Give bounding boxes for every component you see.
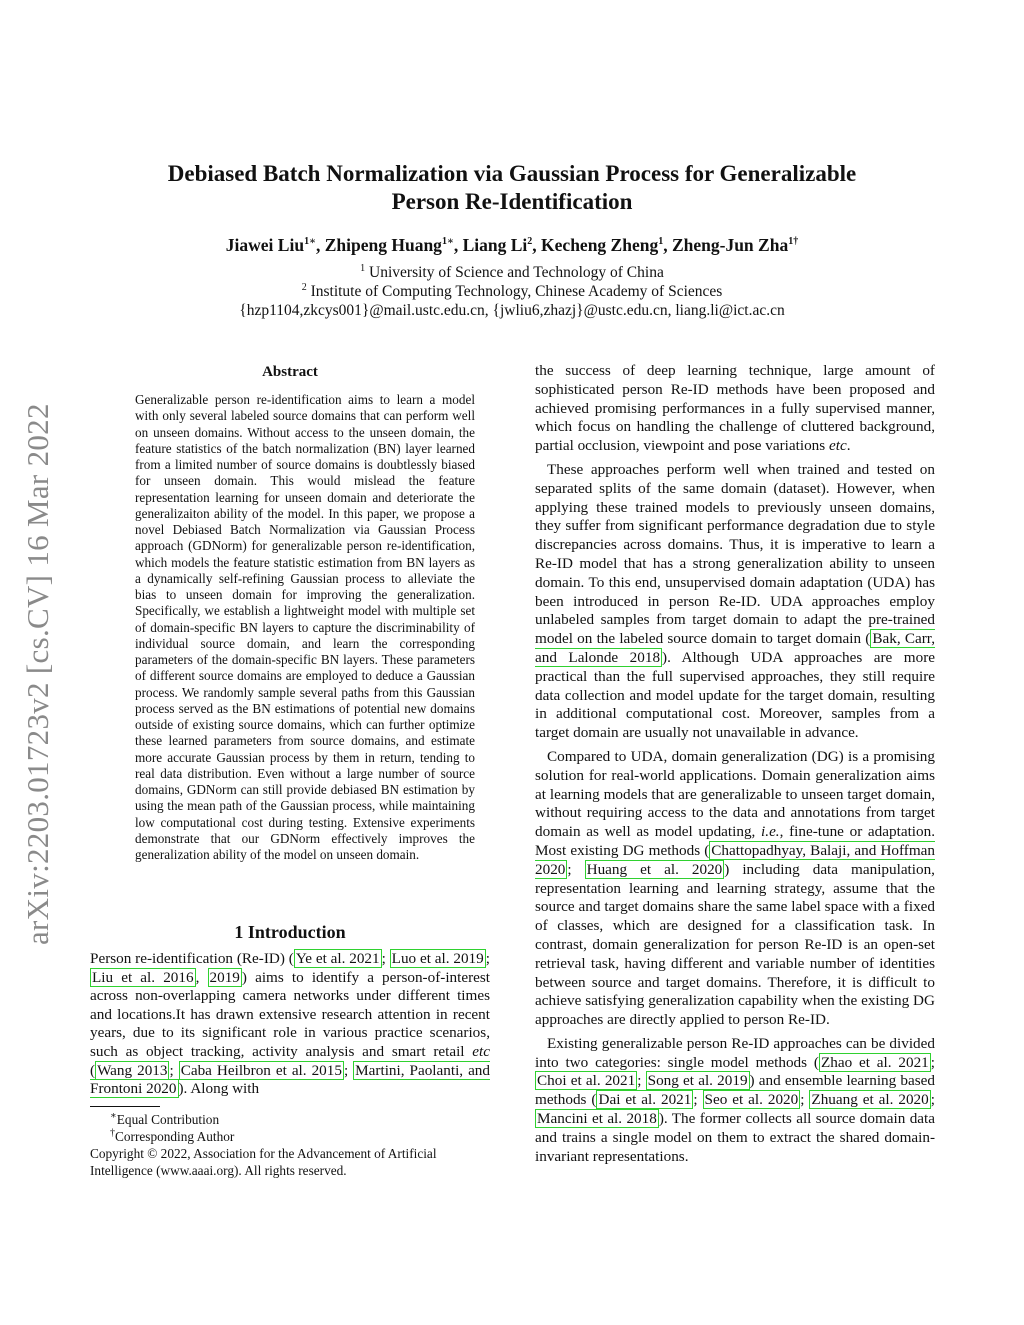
citation-link[interactable]: Dai et al. 2021 (598, 1091, 692, 1109)
text: Existing generalizable person Re-ID approaches can be divided into two categories: single model methods ( (535, 1034, 935, 1071)
copyright-notice: Copyright © 2022, Association for the Advancement of Artificial Intelligence (www.aaai.org). All rights reserved. (90, 1146, 437, 1178)
text: the success of deep learning technique, large amount of sophisticated person Re-ID methods have been proposed and achieved promising performances in a fully supervised manner, which focus on handling the challenge of cluttered background, partial occlusion, viewpoint and pose variations (535, 362, 935, 455)
affiliation-text: University of Science and Technology of China (369, 264, 664, 281)
footnote-text: Corresponding Author (115, 1129, 235, 1144)
affiliation-2 (90, 282, 934, 301)
text: , (195, 968, 208, 986)
footnotes (90, 1111, 490, 1179)
citation-link[interactable]: Bak, Carr, and Lalonde 2018 (535, 630, 936, 666)
footnote-mark: † (110, 1127, 115, 1139)
arxiv-identifier: arXiv:2203.01723v2 [cs.CV] 16 Mar 2022 (20, 403, 55, 945)
citation-link[interactable]: Zhuang et al. 2020 (811, 1091, 929, 1109)
citation-link[interactable]: Mancini et al. 2018 (537, 1110, 657, 1128)
citation-link[interactable]: Ye et al. 2021 (295, 950, 380, 967)
text: ) including data manipulation, representation learning and learning strategy, assume that the source and target domains share the same label space with a fixed of classes, which are designed for a classification task. In contrast, domain generalization for person Re-ID is an open-set retrieval task, having different and variable number of identities between source and target domains. Therefore, it is difficult to achieve satisfying generalization capability when the existing DG approaches are directly applied to person Re-ID. (535, 860, 935, 1029)
abstract-heading: Abstract (262, 364, 318, 380)
text-italic: i.e. (761, 823, 780, 841)
text: . (846, 437, 851, 455)
affiliation-1 (90, 263, 934, 282)
author-name: Kecheng Zheng (541, 235, 659, 255)
text: ; (800, 1091, 810, 1109)
citation-link[interactable]: Song et al. 2019 (647, 1072, 748, 1090)
text: ) aims to identify a person-of-interest across non-overlapping camera networks under different times and locations.It has drawn extensive research attention in recent years, due to its significant role in various practice scenarios, such as object tracking, activity analysis and smart retail (90, 968, 491, 1060)
text: Person re-identification (Re-ID) ( (90, 950, 294, 967)
citation-link[interactable]: Martini, Paolanti, and Frontoni 2020 (90, 1061, 490, 1098)
author-affil-mark: 1 (658, 236, 664, 248)
footnote-divider (90, 1106, 160, 1107)
author-name: Liang Li (462, 235, 528, 255)
text: ; (637, 1072, 646, 1090)
paragraph (535, 461, 935, 743)
text: ). The former collects all source domain data and trains a single model on them to extract the shared domain-invariant representations. (535, 1110, 935, 1165)
footnote-equal-contribution (90, 1111, 490, 1128)
title-line-2: Person Re-Identification (391, 189, 633, 214)
text: ). Along with (178, 1080, 260, 1098)
citation-link[interactable]: Zhao et al. 2021 (820, 1053, 929, 1071)
paper-title (90, 160, 934, 216)
text: ; (693, 1091, 703, 1109)
footnote-mark: ∗ (110, 1110, 117, 1122)
citation-link[interactable]: Huang et al. 2020 (586, 860, 723, 878)
citation-link[interactable]: Caba Heilbron et al. 2015 (180, 1061, 342, 1079)
affiliation-text: Institute of Computing Technology, Chinese Academy of Sciences (310, 283, 723, 300)
text: ; (169, 1061, 179, 1079)
author-name: Jiawei Liu (225, 235, 305, 255)
text: ) and ensemble learning based methods ( (535, 1072, 935, 1109)
affil-number: 2 (301, 281, 307, 293)
text: ; (381, 950, 390, 967)
intro-paragraph (90, 950, 490, 1099)
citation-link[interactable]: Choi et al. 2021 (537, 1072, 636, 1090)
author-emails: {hzp1104,zkcys001}@mail.ustc.edu.cn, {jwliu6,zhazj}@ustc.edu.cn, liang.li@ict.ac.cn (239, 302, 785, 319)
text: ; (930, 1053, 935, 1071)
abstract-body: Generalizable person re-identification aims to learn a model with only several labeled source domains that can perform well on unseen domains. Without access to the unseen domain, the feature statistics of the batch normalization (BN) layer learned from a limited number of source domains is doubtlessly biased for unseen domain. This would mislead the feature representation learning for unseen domain and deteriorate the generalizaiton ability of the model. In this paper, we propose a novel Debiased Batch Normalization via Gaussian Process approach (GDNorm) for generalizable person re-identification, which models the feature statistic estimation from BN layers as a dynamically self-refining Gaussian process to alleviate the bias to unseen domain for improving the generalization. Specifically, we establish a lightweight model with multiple set of domain-specific BN layers to capture the discriminability of individual source domain, and learn the corresponding parameters of the domain-specific BN layers. These parameters of different source domains are employed to deduce a Gaussian process. We randomly sample several paths from this Gaussian process served as the BN estimations of potential new domains outside of existing source domains, which can further optimize these learned parameters from source domains, and estimate more accurate Gaussian process by them in return, tending to real data distribution. Even without a large number of source domains, GDNorm can still provide debiased BN estimation by using the mean path of the Gaussian process, while maintaining low computational cost during testing. Extensive experiments demonstrate that our GDNorm effectively improves the generalization ability of the model on unseen domain. (135, 392, 475, 862)
text: ). Although UDA approaches are more practical than the full supervised approaches, they still require data collection and model update for the target domain, resulting in additional computational cost. Moreover, samples from a target domain are usually not unavailable in advance. (535, 648, 935, 742)
author-name: Zheng-Jun Zha (671, 235, 789, 255)
author-list: Jiawei Liu$^{1∗}$, Zhipeng Huang$^{1∗}$, Liang Li$^2$, Kecheng Zheng$^1$, Zheng-Jun Zha$^{1\dagger}$ (225, 235, 799, 255)
section-heading-introduction: 1 Introduction (234, 922, 346, 942)
author-name: Zhipeng Huang (324, 235, 442, 255)
citation-link[interactable]: Seo et al. 2020 (704, 1091, 799, 1109)
citation-link[interactable]: Chattopadhyay, Balaji, and Hoffman 2020 (535, 841, 935, 878)
text: ( (90, 1061, 96, 1079)
text: ; (343, 1061, 354, 1079)
text-italic: etc (472, 1042, 490, 1060)
citation-link[interactable]: 2019 (209, 968, 240, 986)
text: These approaches perform well when trained and tested on separated splits of the same domain (dataset). However, when applying these trained models to previously unseen domains, they suffer from significant performance degradation due to style discrepancies across domains. Thus, it is imperative to learn a Re-ID model that has a strong generalization ability to unseen domain. To this end, unsupervised domain adaptation (UDA) has been introduced in person Re-ID. UDA approaches employ unlabeled samples from target domain to adapt the pre-trained model on the labeled source domain to target domain ( (535, 460, 935, 648)
author-affil-mark: 1∗ (304, 236, 316, 248)
paragraph (535, 362, 935, 456)
right-column (535, 362, 935, 1171)
author-affil-mark: 1† (788, 236, 799, 248)
text: ; (567, 860, 585, 878)
paragraph (535, 1035, 935, 1167)
title-line-1: Debiased Batch Normalization via Gaussian Process for Generalizable (167, 161, 857, 186)
text: ; (930, 1091, 935, 1109)
footnote-text: Equal Contribution (116, 1112, 220, 1127)
citation-link[interactable]: Wang 2013 (97, 1061, 168, 1079)
text-italic: etc (828, 437, 847, 455)
affil-number: 1 (360, 262, 366, 274)
citation-link[interactable]: Liu et al. 2016 (92, 968, 194, 986)
author-affil-mark: 2 (527, 236, 533, 248)
paragraph (535, 748, 935, 1030)
text: Compared to UDA, domain generalization (DG) is a promising solution for real-world applications. Domain generalization aims at learning models that are generalizable to unseen target domain, without requiring access to the data and annotations from target domain as well as model updating, (535, 747, 935, 841)
affiliations (90, 263, 934, 320)
footnote-corresponding-author (90, 1128, 490, 1145)
text: , fine-tune or adaptation. Most existing DG methods ( (535, 823, 935, 859)
citation-link[interactable]: Luo et al. 2019 (391, 950, 484, 967)
text: ; (485, 950, 490, 967)
author-affil-mark: 1∗ (441, 236, 454, 248)
